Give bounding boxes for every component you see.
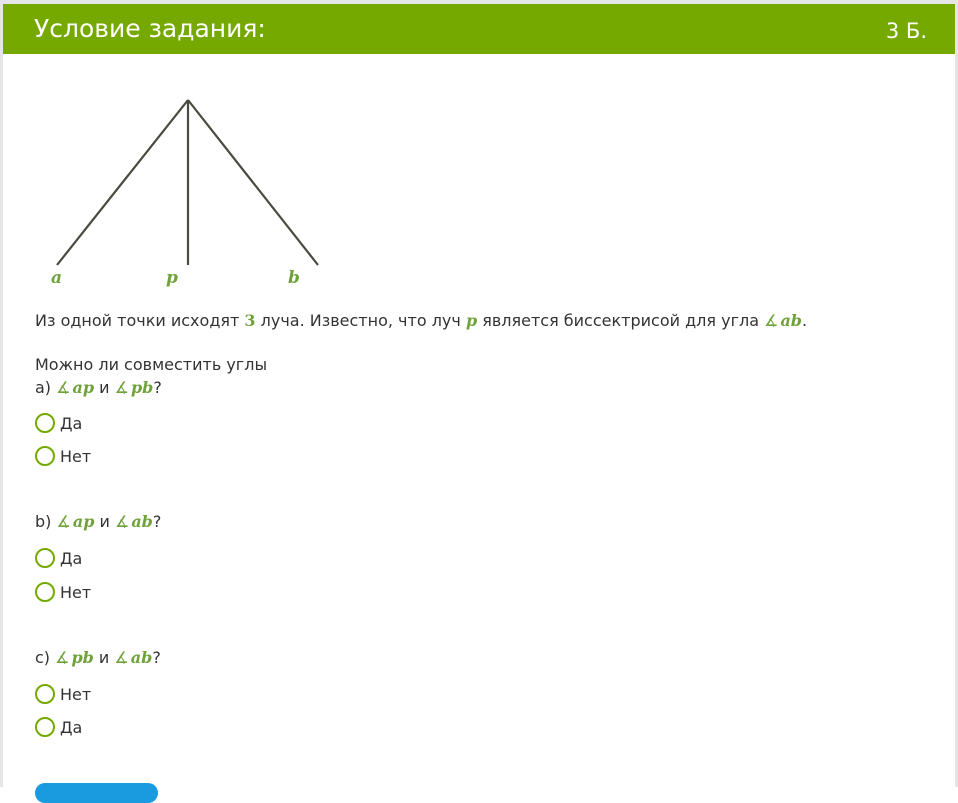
label-a: a [51,268,63,288]
task-points: 3 Б. [885,19,927,43]
statement-text-1: Из одной точки исходят [35,311,245,330]
question-b-prefix: b) [35,512,57,531]
question-b-option-2[interactable] [35,581,91,603]
option-label: Нет [60,684,92,704]
rays-figure [40,90,340,295]
radio-button[interactable] [35,413,55,433]
question-a-angle1: ap [72,378,95,397]
question-intro: Можно ли совместить углы [35,355,268,374]
submit-answer-button[interactable] [35,783,158,803]
label-b: b [288,268,300,288]
question-b-angle1: ap [72,512,95,531]
angle-icon: ∡ [56,378,71,397]
angle-name: ab [780,311,802,330]
ray-b [188,100,318,265]
ray-name: p [465,311,478,330]
statement-end: . [802,311,808,330]
option-label: Нет [60,446,92,466]
angle-icon: ∡ [56,512,71,531]
task-header [3,4,955,54]
question-a [35,378,162,398]
label-p: p [166,268,178,288]
question-c-angle2: ab [130,648,153,667]
angle-icon: ∡ [114,378,129,397]
angle-icon: ∡ [764,311,779,330]
question-c-option-2[interactable] [35,716,82,738]
option-label: Да [60,413,83,433]
radio-button[interactable] [35,548,55,568]
radio-button[interactable] [35,582,55,602]
option-label: Да [60,548,83,568]
angle-icon: ∡ [114,648,129,667]
option-label: Нет [60,582,92,602]
ray-count: 3 [244,311,256,330]
question-c [35,648,161,668]
question-a-suffix: ? [153,378,162,397]
question-b-option-1[interactable] [35,547,82,569]
question-a-prefix: a) [35,378,57,397]
ray-a [57,100,188,265]
task-title: Условие задания: [34,14,266,43]
statement-text-3: является биссектрисой для угла [477,311,765,330]
question-c-angle1: pb [71,648,94,667]
angle-icon: ∡ [114,512,130,531]
radio-button[interactable] [35,684,55,704]
question-a-option-1[interactable] [35,412,82,434]
question-b [35,512,161,532]
option-label: Да [60,717,83,737]
radio-button[interactable] [35,717,55,737]
radio-button[interactable] [35,446,55,466]
question-c-prefix: c) [35,648,56,667]
question-a-option-2[interactable] [35,445,91,467]
statement-text-2: луча. Известно, что луч [255,311,466,330]
question-a-angle2: pb [130,378,154,397]
angle-icon: ∡ [55,648,70,667]
question-c-option-1[interactable] [35,683,91,705]
question-b-conj: и [94,512,115,531]
statement [35,311,807,331]
question-a-conj: и [94,378,115,397]
question-b-angle2: ab [131,512,153,531]
question-c-suffix: ? [152,648,161,667]
question-b-suffix: ? [152,512,162,531]
question-c-conj: и [93,648,115,667]
